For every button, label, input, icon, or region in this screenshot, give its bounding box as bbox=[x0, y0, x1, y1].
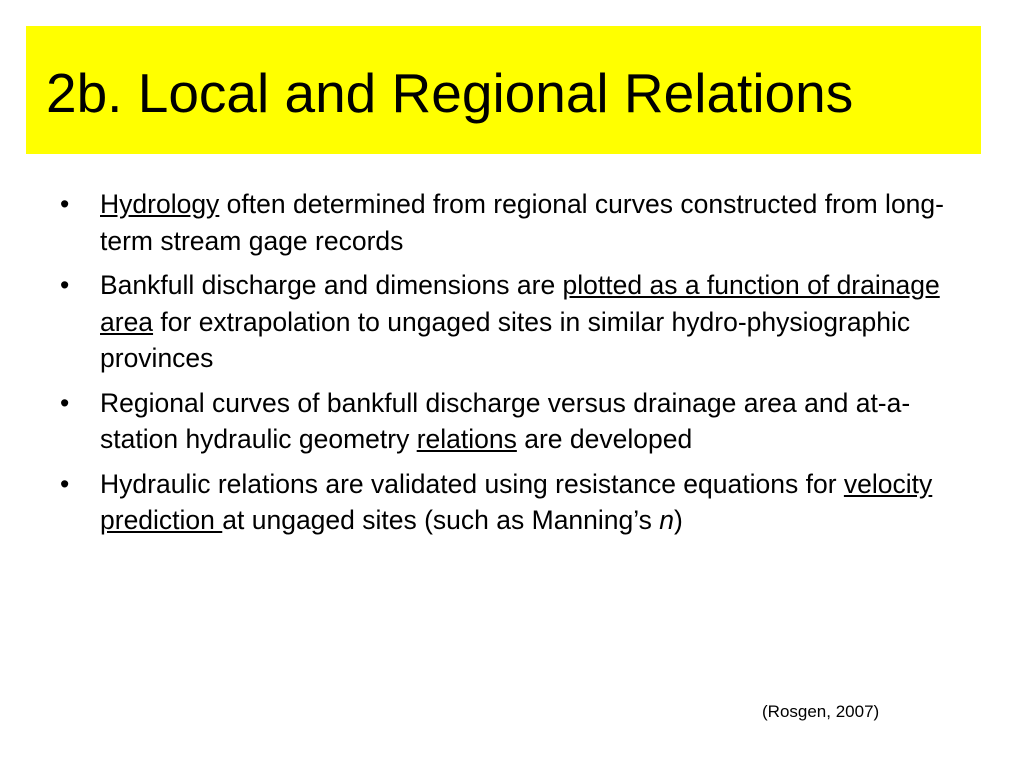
bullet-item bbox=[60, 267, 980, 377]
bullet-text: ) bbox=[674, 505, 683, 535]
bullet-underlined-term: plotted as a function of drainage area bbox=[100, 270, 940, 337]
bullet-italic-symbol: n bbox=[659, 505, 675, 535]
bullet-text: at ungaged sites (such as Manning’s bbox=[222, 505, 660, 535]
bullet-item bbox=[60, 466, 980, 539]
slide-title: 2b. Local and Regional Relations bbox=[46, 61, 854, 124]
bullet-text: for extrapolation to ungaged sites in similar hydro-physiographic provinces bbox=[100, 306, 911, 373]
bullet-item bbox=[60, 186, 980, 259]
bullet-text: are developed bbox=[516, 424, 693, 454]
bullet-marker: • bbox=[60, 189, 70, 219]
bullet-marker: • bbox=[60, 387, 70, 418]
bullet-item bbox=[60, 385, 980, 458]
bullet-marker: • bbox=[60, 270, 70, 300]
bullet-underlined-term: velocity prediction bbox=[100, 468, 933, 535]
bullet-marker: • bbox=[60, 468, 70, 499]
bullet-text: Regional curves of bankfull discharge versus drainage area and at-a-station hydraulic geometry bbox=[100, 387, 911, 454]
bullet-text: Bankfull discharge and dimensions are bbox=[100, 270, 563, 300]
bullet-underlined-term: relations bbox=[416, 424, 517, 454]
bullet-underlined-term: Hydrology bbox=[100, 189, 220, 219]
citation: (Rosgen, 2007) bbox=[762, 702, 880, 721]
bullet-text: often determined from regional curves constructed from long-term stream gage records bbox=[100, 189, 944, 256]
title-banner bbox=[26, 26, 981, 154]
bullet-list bbox=[60, 186, 980, 547]
bullet-text: Hydraulic relations are validated using resistance equations for bbox=[100, 468, 844, 499]
